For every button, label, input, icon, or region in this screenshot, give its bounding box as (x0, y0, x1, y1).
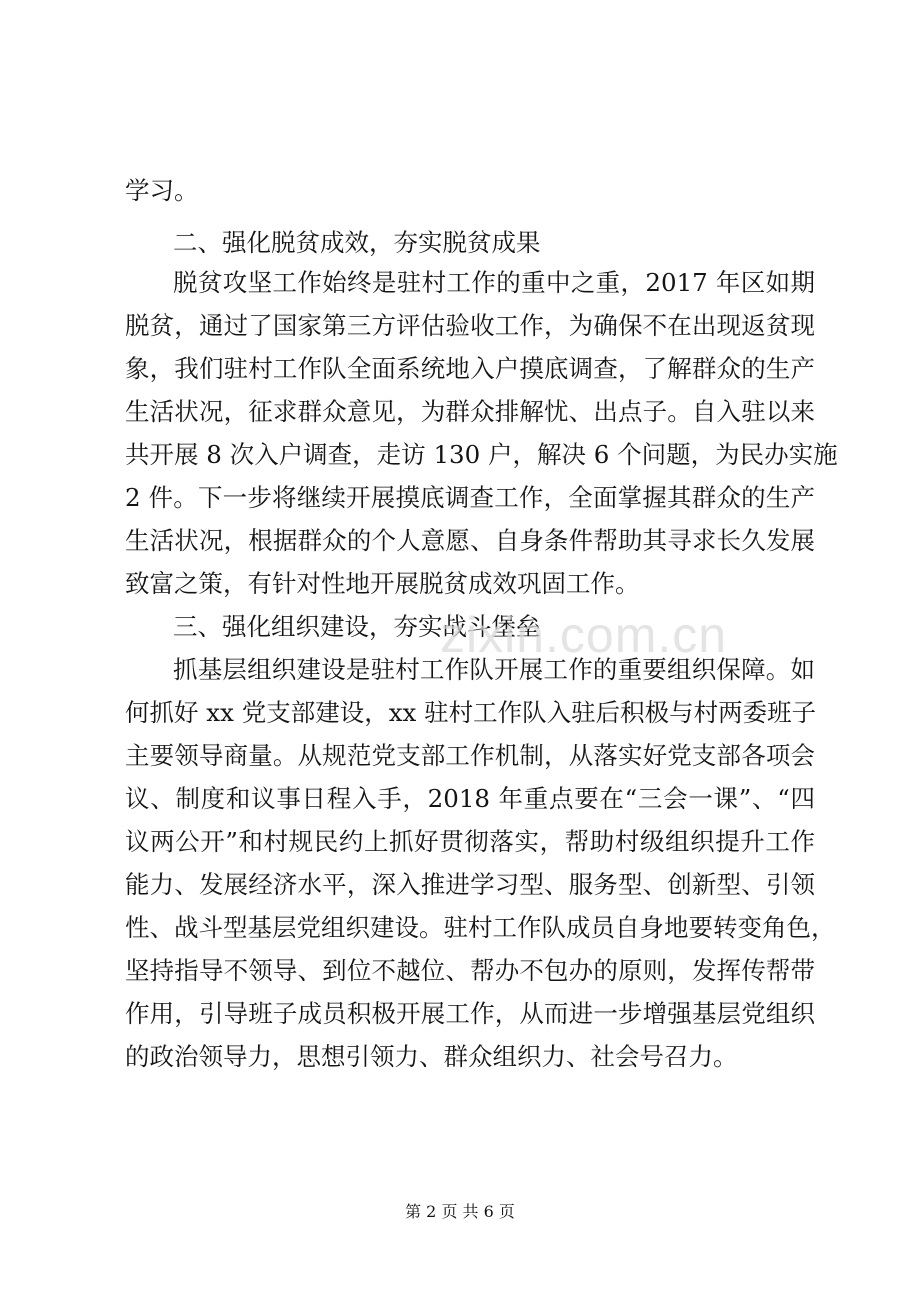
text-line: 作用，引导班子成员积极开展工作，从而进一步增强基层党组织 (125, 999, 815, 1028)
text-line: 坚持指导不领导、到位不越位、帮办不包办的原则，发挥传帮带 (125, 956, 815, 985)
text-line: 象，我们驻村工作队全面系统地入户摸底调查，了解群众的生产 (125, 354, 815, 383)
text-line: 议、制度和议事日程入手，2018 年重点要在“三会一课”、“四 (125, 784, 815, 813)
text-line: 性、战斗型基层党组织建设。驻村工作队成员自身地要转变角色， (125, 913, 836, 942)
text-line: 的政治领导力，思想引领力、群众组织力、社会号召力。 (125, 1042, 738, 1071)
text-line: 共开展 8 次入户调查，走访 130 户，解决 6 个问题，为民办实施 (125, 440, 838, 469)
section-heading: 三、强化组织建设，夯实战斗堡垒 (173, 612, 541, 641)
watermark-text: zixin.com.cn (440, 607, 728, 663)
text-line: 生活状况，根据群众的个人意愿、自身条件帮助其寻求长久发展 (125, 526, 815, 555)
text-line: 脱贫，通过了国家第三方评估验收工作，为确保不在出现返贫现 (125, 311, 815, 340)
text-line: 何抓好 xx 党支部建设，xx 驻村工作队入驻后积极与村两委班子 (125, 698, 817, 727)
text-line: 2 件。下一步将继续开展摸底调查工作，全面掌握其群众的生产 (125, 483, 815, 512)
text-line: 学习。 (125, 176, 199, 205)
section-heading: 二、强化脱贫成效，夯实脱贫成果 (173, 228, 541, 257)
text-line: 能力、发展经济水平，深入推进学习型、服务型、创新型、引领 (125, 870, 815, 899)
text-line: 议两公开”和村规民约上抓好贯彻落实，帮助村级组织提升工作 (125, 827, 815, 856)
text-line: 脱贫攻坚工作始终是驻村工作的重中之重，2017 年区如期 (173, 268, 815, 297)
text-line: 致富之策，有针对性地开展脱贫成效巩固工作。 (125, 569, 640, 598)
text-line: 抓基层组织建设是驻村工作队开展工作的重要组织保障。如 (173, 655, 815, 684)
text-line: 主要领导商量。从规范党支部工作机制，从落实好党支部各项会 (125, 741, 815, 770)
page-number-footer: 第 2 页 共 6 页 (405, 1202, 515, 1221)
text-line: 生活状况，征求群众意见，为群众排解忧、出点子。自入驻以来 (125, 397, 815, 426)
